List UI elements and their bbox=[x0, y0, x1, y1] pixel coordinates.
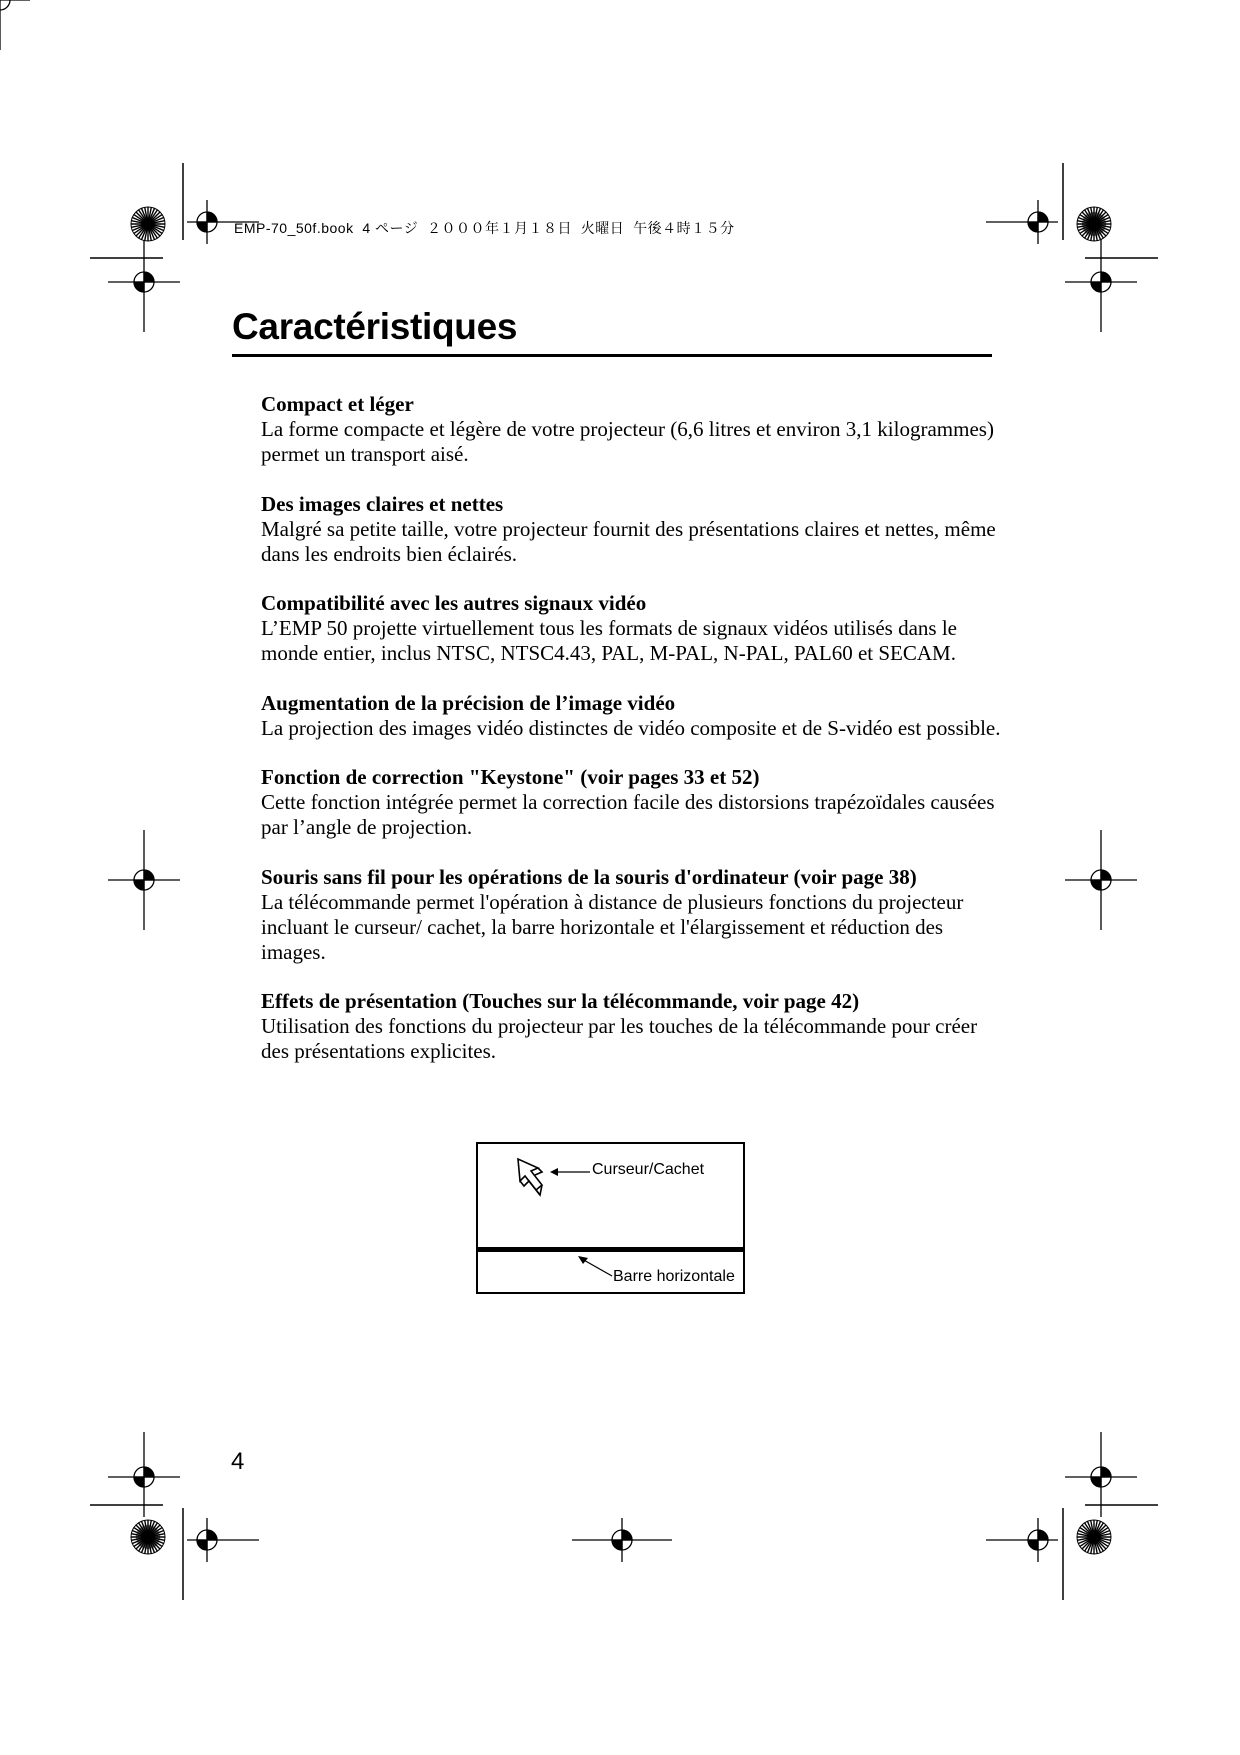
horizontal-bar bbox=[478, 1247, 743, 1252]
section-body: La télécommande permet l'opération à distance de plusieurs fonctions du projecteur incluant le curseur/ cachet, la barre horizontale et l'élargissement et réduction des images. bbox=[261, 889, 964, 964]
section-heading: Souris sans fil pour les opérations de la souris d'ordinateur (voir page 38) bbox=[261, 864, 917, 889]
cursor-label: Curseur/Cachet bbox=[592, 1161, 705, 1178]
section-heading: Compact et léger bbox=[261, 392, 414, 416]
section-body: Malgré sa petite taille, votre projecteur fournit des présentations claires et nettes, même dans les endroits bien éclairés. bbox=[261, 516, 996, 566]
feature-list bbox=[261, 392, 1001, 1089]
section-heading: Compatibilité avec les autres signaux vidéo bbox=[261, 591, 647, 615]
feature-section bbox=[261, 765, 1001, 840]
section-body: Utilisation des fonctions du projecteur par les touches de la télécommande pour créer des présentations explicites. bbox=[261, 1014, 978, 1063]
section-heading: Fonction de correction "Keystone" (voir pages 33 et 52) bbox=[261, 765, 760, 789]
cursor-arrow-icon bbox=[518, 1159, 542, 1195]
section-body: L’EMP 50 projette virtuellement tous les formats de signaux vidéos utilisés dans le monde entier, inclus NTSC, NTSC4.43, PAL, M-PAL, N-PAL, PAL60 et SECAM. bbox=[261, 616, 958, 665]
page-title: Caractéristiques bbox=[232, 306, 518, 347]
screen-figure bbox=[476, 1142, 745, 1294]
feature-section bbox=[261, 691, 1001, 741]
section-body: La projection des images vidéo distinctes de vidéo composite et de S-vidéo est possible. bbox=[261, 715, 1001, 740]
feature-section bbox=[261, 865, 1001, 965]
section-heading: Des images claires et nettes bbox=[261, 491, 504, 516]
section-heading: Effets de présentation (Touches sur la télécommande, voir page 42) bbox=[261, 989, 860, 1013]
feature-section bbox=[261, 591, 1001, 666]
section-body: La forme compacte et légère de votre projecteur (6,6 litres et environ 3,1 kilogrammes) permet un transport aisé. bbox=[261, 417, 994, 466]
feature-section bbox=[261, 392, 1001, 467]
crosshair-mark bbox=[0, 0, 30, 50]
bar-label: Barre horizontale bbox=[613, 1268, 735, 1285]
feature-section bbox=[261, 989, 1001, 1064]
section-body: Cette fonction intégrée permet la correction facile des distorsions trapézoïdales causées par l’angle de projection. bbox=[261, 790, 995, 839]
section-heading: Augmentation de la précision de l’image vidéo bbox=[261, 690, 676, 715]
page-number: 4 bbox=[231, 1448, 245, 1475]
title-underline bbox=[232, 354, 992, 357]
feature-section bbox=[261, 492, 1001, 567]
print-header: EMP-70_50f.book 4 ページ ２０００年１月１８日 火曜日 午後４時１５分 bbox=[234, 220, 735, 236]
